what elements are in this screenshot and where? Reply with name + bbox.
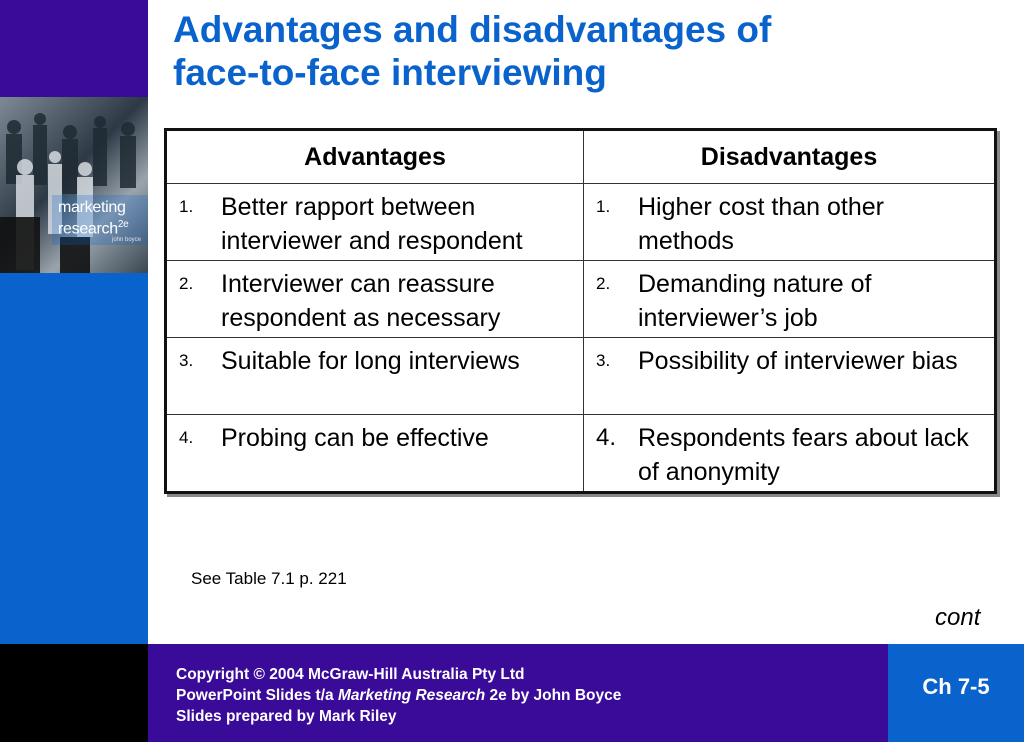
table-reference-note: See Table 7.1 p. 221: [191, 569, 347, 588]
disadvantage-cell: 1. Higher cost than other methods: [584, 184, 996, 261]
disadvantage-cell: 2. Demanding nature of interviewer’s job: [584, 261, 996, 338]
slide-title: Advantages and disadvantages of face-to-face interviewing: [173, 9, 772, 93]
continued-label: cont: [935, 604, 981, 631]
footer-black-block: [0, 644, 148, 742]
comparison-table: [164, 128, 997, 494]
cover-author: john boyce: [112, 237, 142, 243]
advantage-cell: 2. Interviewer can reassure respondent as necessary: [166, 261, 584, 338]
slides-credit-line: PowerPoint Slides t/a Marketing Research 2e by John Boyce: [176, 687, 622, 704]
header-advantages: Advantages: [166, 130, 584, 184]
copyright-line: Copyright © 2004 McGraw-Hill Australia Pty Ltd: [176, 666, 525, 683]
cover-title: marketing research$^{2e}$: [58, 199, 129, 238]
disadvantage-cell: 3. Possibility of interviewer bias: [584, 338, 996, 415]
advantage-cell: 1. Better rapport between interviewer and respondent: [166, 184, 584, 261]
footer-credits: [176, 664, 621, 727]
table-row: [166, 338, 996, 415]
prepared-by-line: Slides prepared by Mark Riley: [176, 708, 397, 725]
sidebar-top-block: [0, 0, 148, 97]
chapter-page-label: Ch 7-5: [922, 674, 990, 699]
table-row: [166, 184, 996, 261]
table-row: [166, 261, 996, 338]
book-cover-image: [0, 97, 148, 273]
advantage-cell: 3. Suitable for long interviews: [166, 338, 584, 415]
advantage-cell: 4. Probing can be effective: [166, 415, 584, 493]
table-row: [166, 415, 996, 493]
header-disadvantages: Disadvantages: [584, 130, 996, 184]
disadvantage-cell: 4. Respondents fears about lack of anonymity: [584, 415, 996, 493]
crowd-photo-icon: [0, 97, 148, 273]
sidebar-blue-block: [0, 273, 148, 644]
